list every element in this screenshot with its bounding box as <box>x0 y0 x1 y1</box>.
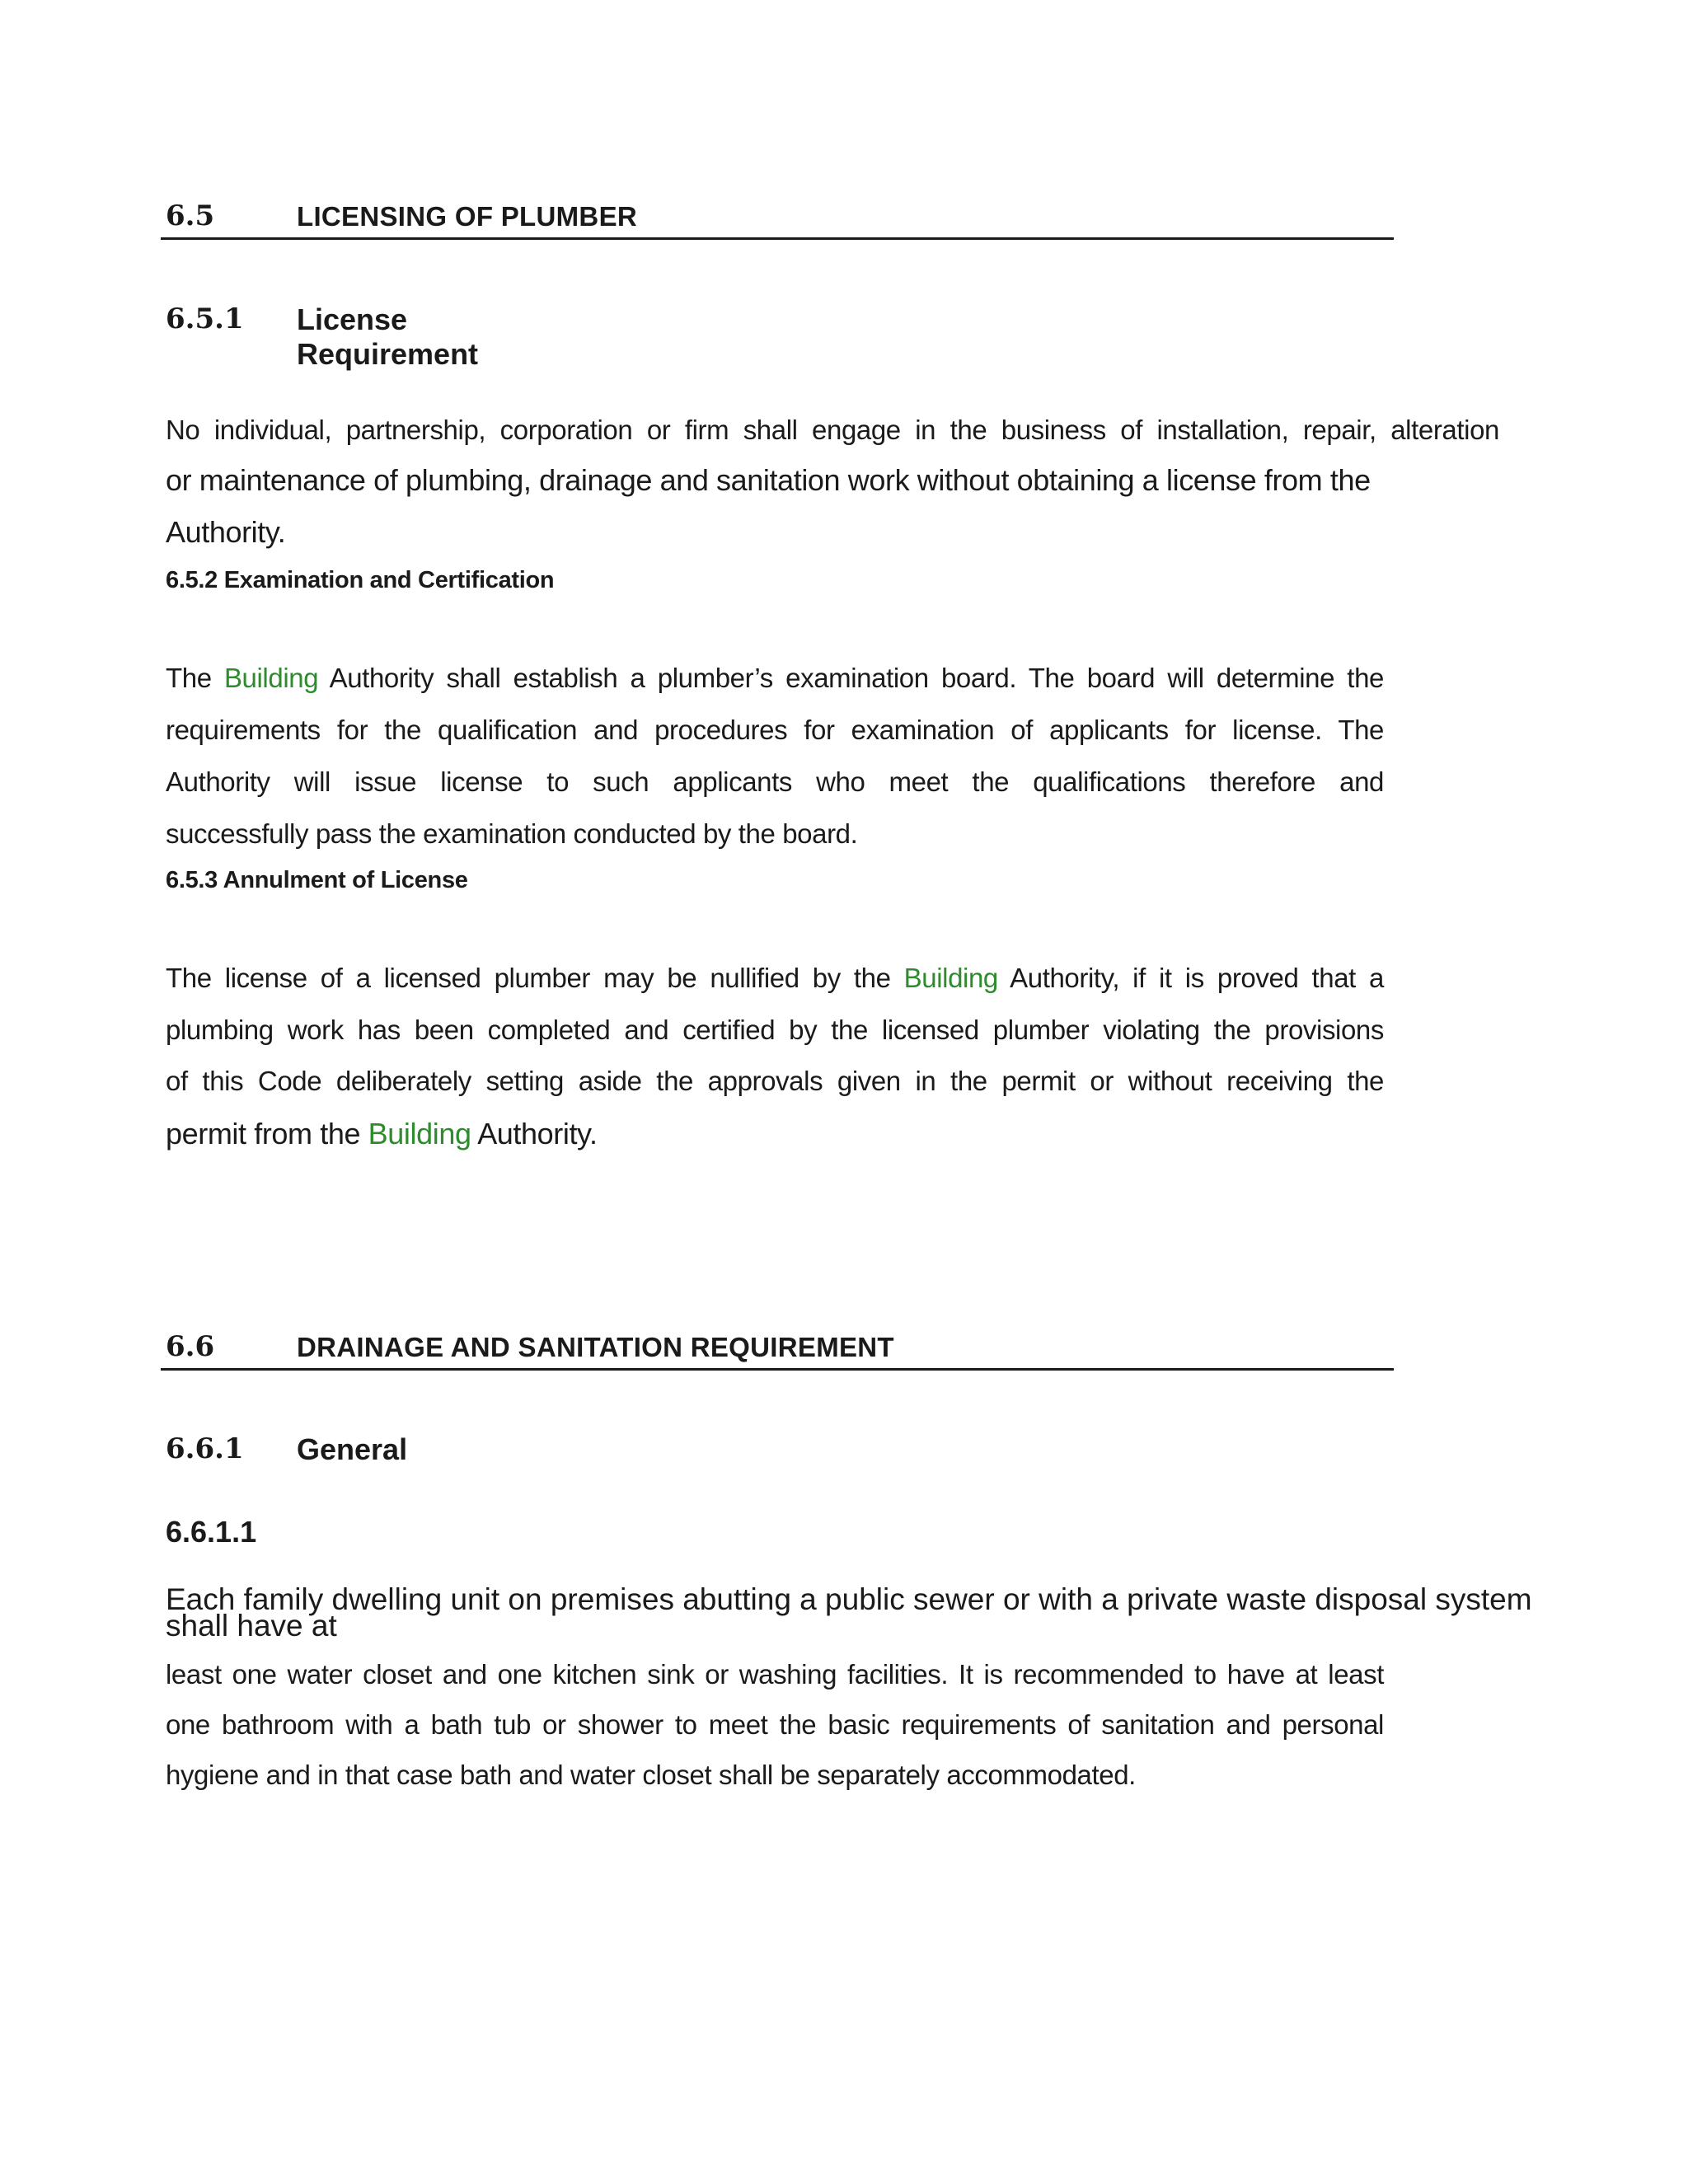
section-number: 6.6 <box>166 1330 215 1363</box>
subsection-heading-6-5-3: 6.5.3 Annulment of License <box>166 867 468 893</box>
subsection-number: 6.6.1 <box>166 1432 244 1465</box>
section-heading-6-6 <box>161 1319 1394 1371</box>
line-text: permit from the <box>166 1117 368 1151</box>
paragraph-line: one bathroom with a bath tub or shower to meet the basic requirements of sanitation and personal <box>166 1709 1384 1740</box>
paragraph-line: hygiene and in that case bath and water closet shall be separately accommodated. <box>166 1760 1136 1790</box>
paragraph-line <box>166 663 1384 694</box>
line-text: Authority. <box>471 1117 598 1151</box>
line-text: Authority, if it is proved that a <box>997 963 1384 993</box>
section-title: LICENSING OF PLUMBER <box>297 201 638 232</box>
section-number: 6.5 <box>166 199 215 232</box>
paragraph-line: shall have at <box>166 1609 337 1643</box>
subsection-number: 6.5.1 <box>166 302 244 335</box>
subsection-heading-6-5-2: 6.5.2 Examination and Certification <box>166 567 555 593</box>
section-title: DRAINAGE AND SANITATION REQUIREMENT <box>297 1332 894 1362</box>
paragraph-line <box>166 963 1384 994</box>
clause-number-6-6-1-1: 6.6.1.1 <box>166 1515 257 1549</box>
paragraph-line: Authority will issue license to such applicants who meet the qualifications therefore and <box>166 766 1384 797</box>
paragraph-line: Each family dwelling unit on premises abutting a public sewer or with a private waste disposal system <box>166 1582 1532 1616</box>
subsection-title: General <box>297 1432 408 1466</box>
line-text: The license of a licensed plumber may be nullified by the <box>166 963 904 993</box>
paragraph-line: plumbing work has been completed and certified by the licensed plumber violating the provisions <box>166 1015 1384 1045</box>
paragraph-line: Authority. <box>166 515 286 549</box>
section-heading-6-5 <box>161 188 1394 240</box>
building-link-text: Building <box>368 1117 471 1151</box>
paragraph-line <box>166 1117 598 1151</box>
line-text: Authority shall establish a plumber’s examination board. The board will determine the <box>318 663 1384 693</box>
subsection-title: License Requirement <box>297 302 479 371</box>
paragraph-line: requirements for the qualification and procedures for examination of applicants for license. The <box>166 715 1384 745</box>
paragraph-line: or maintenance of plumbing, drainage and sanitation work without obtaining a license from the <box>166 463 1371 497</box>
paragraph-line: successfully pass the examination conducted by the board. <box>166 818 858 849</box>
building-link-text: Building <box>903 963 998 993</box>
line-text: The <box>166 663 224 693</box>
paragraph-line: of this Code deliberately setting aside the approvals given in the permit or without receiving the <box>166 1066 1384 1096</box>
paragraph-line: No individual, partnership, corporation or firm shall engage in the business of installation, repair, alteration <box>166 415 1499 445</box>
paragraph-line: least one water closet and one kitchen sink or washing facilities. It is recommended to have at least <box>166 1659 1384 1690</box>
building-link-text: Building <box>223 663 319 693</box>
